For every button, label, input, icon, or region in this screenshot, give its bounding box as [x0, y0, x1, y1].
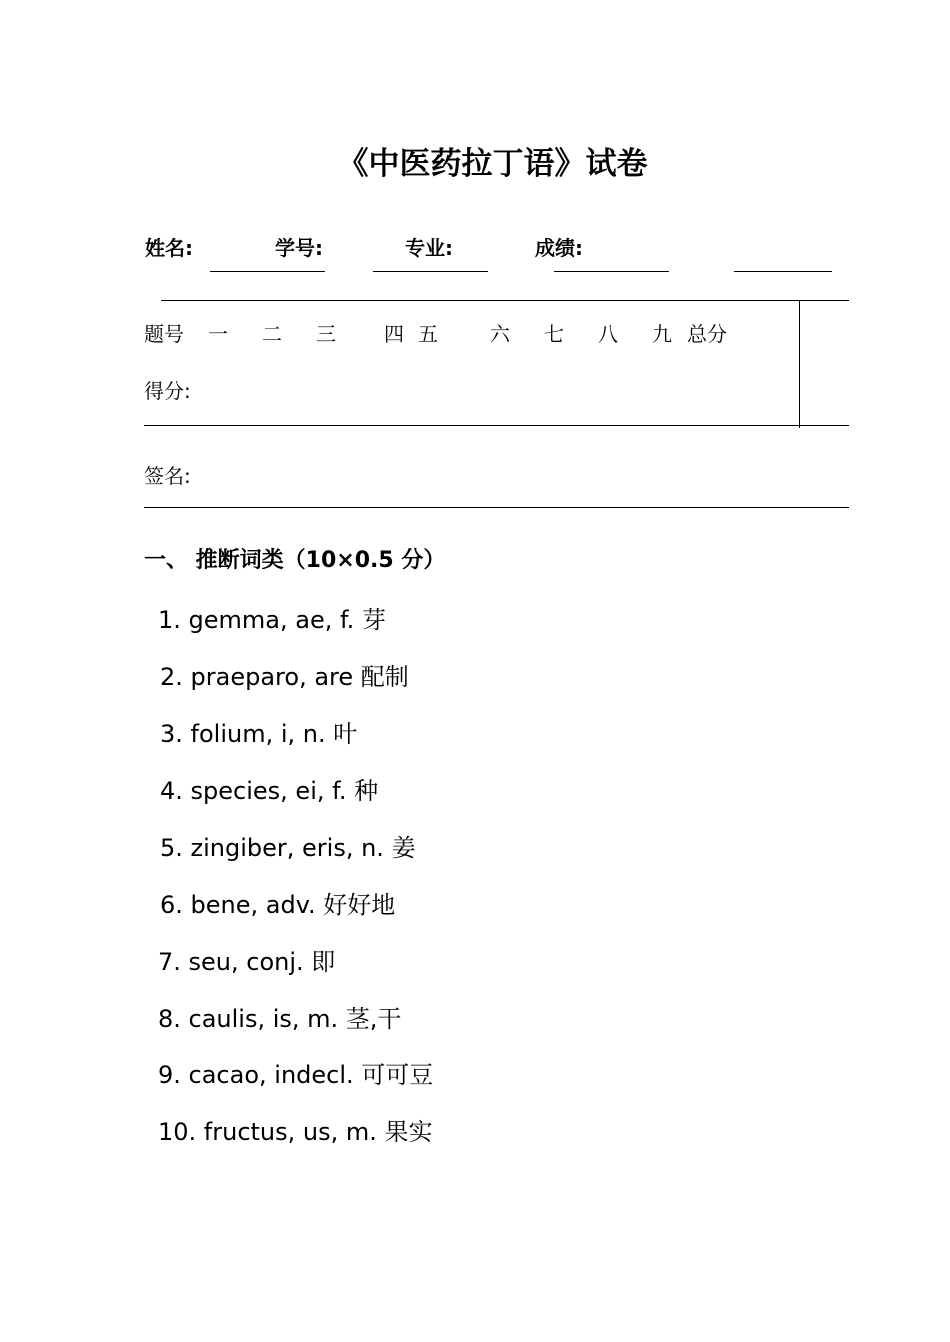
name-blank[interactable]	[210, 271, 325, 272]
table-right-divider	[799, 301, 800, 428]
list-item: 10. fructus, us, m. 果实	[158, 1118, 433, 1146]
signature-label: 签名:	[144, 464, 191, 488]
list-item: 9. cacao, indecl. 可可豆	[158, 1061, 434, 1089]
student-id-blank[interactable]	[373, 271, 488, 272]
major-blank[interactable]	[554, 271, 669, 272]
list-item: 3. folium, i, n. 叶	[160, 720, 358, 748]
list-item: 8. caulis, is, m. 茎,干	[158, 1005, 402, 1033]
column-9: 九	[652, 322, 672, 346]
column-7: 七	[544, 322, 564, 346]
section-1-heading: 一、 推断词类（10×0.5 分）	[144, 548, 446, 573]
student-id-label: 学号:	[275, 236, 323, 260]
signature-line	[144, 507, 849, 508]
column-6: 六	[490, 322, 510, 346]
list-item: 1. gemma, ae, f. 芽	[158, 606, 386, 634]
exam-title: 《中医药拉丁语》试卷	[337, 146, 648, 182]
column-3: 三	[316, 322, 336, 346]
score-label: 成绩:	[535, 236, 583, 260]
column-5: 五	[418, 322, 438, 346]
list-item: 5. zingiber, eris, n. 姜	[160, 834, 416, 862]
score-row-label: 得分:	[144, 379, 191, 403]
table-top-border	[161, 300, 849, 301]
table-bottom-border	[144, 425, 849, 426]
column-total: 总分	[687, 322, 727, 346]
list-item: 7. seu, conj. 即	[158, 948, 336, 976]
question-number-label: 题号	[144, 322, 184, 346]
major-label: 专业:	[405, 236, 453, 260]
list-item: 6. bene, adv. 好好地	[160, 891, 396, 919]
name-label: 姓名:	[145, 236, 193, 260]
column-4: 四	[384, 322, 404, 346]
list-item: 2. praeparo, are 配制	[160, 663, 409, 691]
column-2: 二	[262, 322, 282, 346]
column-1: 一	[208, 322, 228, 346]
column-8: 八	[598, 322, 618, 346]
score-blank[interactable]	[734, 271, 832, 272]
list-item: 4. species, ei, f. 种	[160, 777, 379, 805]
